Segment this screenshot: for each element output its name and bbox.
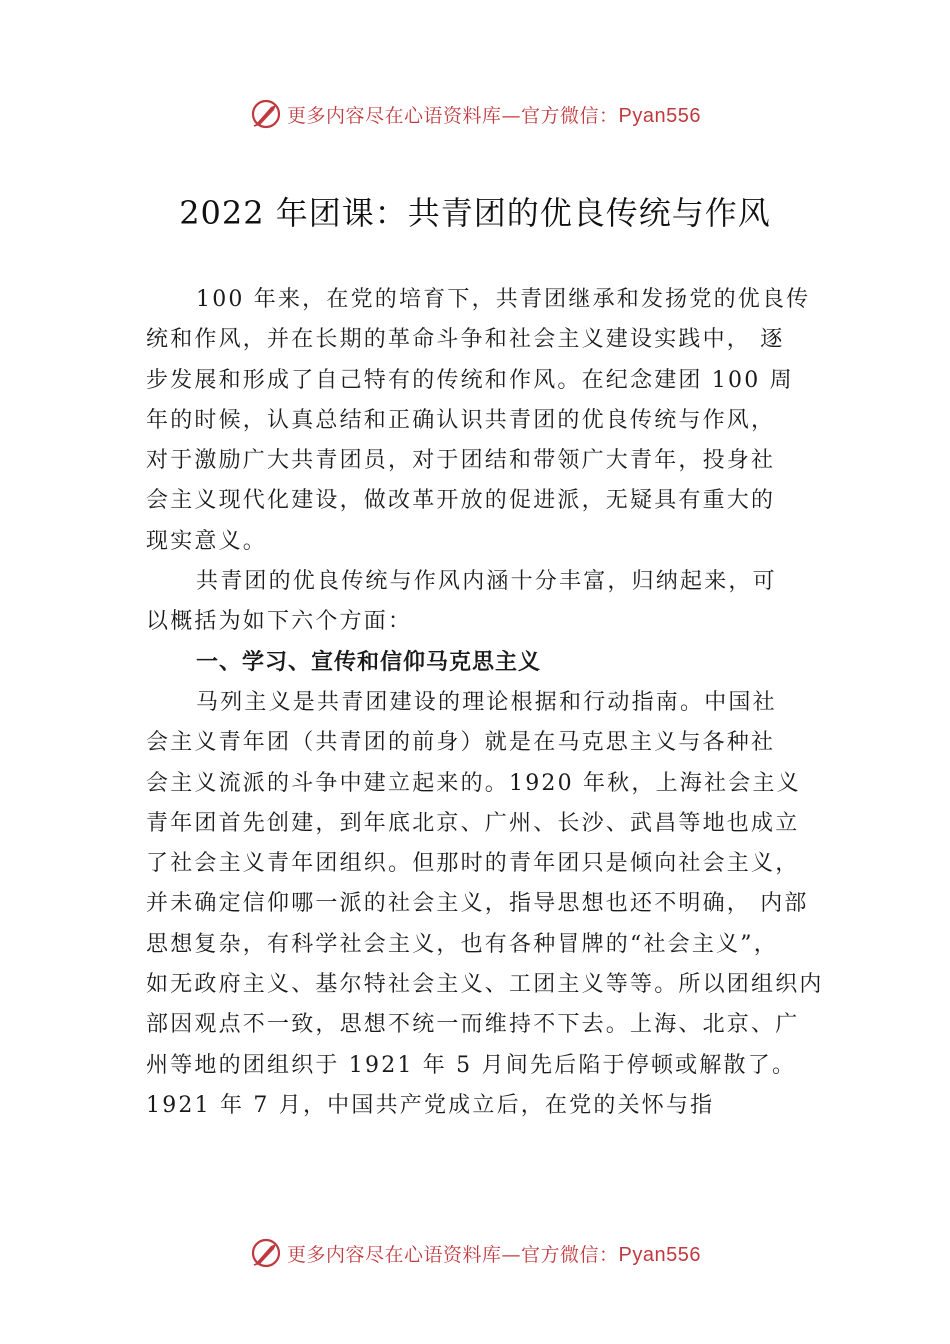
paragraph-line: 会主义流派的斗争中建立起来的。1920 年秋，上海社会主义: [146, 770, 801, 796]
pen-nib-logo-icon: [249, 97, 283, 131]
watermark-text-cn: 更多内容尽在心语资料库—官方微信：: [287, 104, 619, 127]
paragraph-line: 步发展和形成了自己特有的传统和作风。在纪念建团 100 周: [146, 367, 794, 393]
paragraph-line: 马列主义是共青团建设的理论根据和行动指南。中国社: [196, 689, 777, 715]
document-body: [146, 280, 834, 1126]
paragraph-line: 如无政府主义、基尔特社会主义、工团主义等等。所以团组织内: [146, 972, 824, 998]
watermark-footer: [0, 1233, 950, 1273]
watermark-header: [0, 94, 950, 134]
paragraph-line: 并未确定信仰哪一派的社会主义，指导思想也还不明确， 内部: [146, 891, 809, 917]
paragraph-line: 现实意义。: [146, 528, 268, 554]
paragraph-line: 州等地的团组织于 1921 年 5 月间先后陷于停顿或解散了。: [146, 1052, 797, 1078]
paragraph-line: 年的时候，认真总结和正确认识共青团的优良传统与作风，: [146, 407, 776, 433]
paragraph-line: 100 年来，在党的培育下，共青团继承和发扬党的优良传: [196, 287, 811, 312]
paragraph-line: 青年团首先创建，到年底北京、广州、长沙、武昌等地也成立: [146, 810, 800, 836]
paragraph-line: 以概括为如下六个方面：: [146, 609, 413, 635]
paragraph-line: 对于激励广大共青团员，对于团结和带领广大青年，投身社: [146, 448, 776, 474]
paragraph-line: 了社会主义青年团组织。但那时的青年团只是倾向社会主义，: [146, 851, 800, 877]
paragraph-line: 会主义现代化建设，做改革开放的促进派，无疑具有重大的: [146, 488, 776, 514]
watermark-text-wechat-id: Pyan556: [618, 1243, 701, 1266]
paragraph-line: 部因观点不一致，思想不统一而维持不下去。上海、北京、广: [146, 1012, 800, 1038]
paragraph-line: 共青团的优良传统与作风内涵十分丰富，归纳起来，可: [196, 569, 777, 595]
paragraph-line: 会主义青年团（共青团的前身）就是在马克思主义与各种社: [146, 730, 776, 756]
section-heading: 一、学习、宣传和信仰马克思主义: [196, 649, 542, 675]
watermark-text-cn: 更多内容尽在心语资料库—官方微信：: [287, 1243, 619, 1266]
page-title: 2022 年团课：共青团的优良传统与作风: [179, 194, 771, 232]
watermark-text-wechat-id: Pyan556: [618, 104, 701, 127]
paragraph-line: 统和作风，并在长期的革命斗争和社会主义建设实践中， 逐: [146, 327, 785, 353]
watermark-text: [287, 1240, 701, 1267]
paragraph-line: 思想复杂，有科学社会主义，也有各种冒牌的“社会主义”，: [146, 931, 778, 957]
watermark-text: [287, 101, 701, 128]
paragraph-line: 1921 年 7 月，中国共产党成立后，在党的关怀与指: [146, 1092, 715, 1118]
pen-nib-logo-icon: [249, 1236, 283, 1270]
